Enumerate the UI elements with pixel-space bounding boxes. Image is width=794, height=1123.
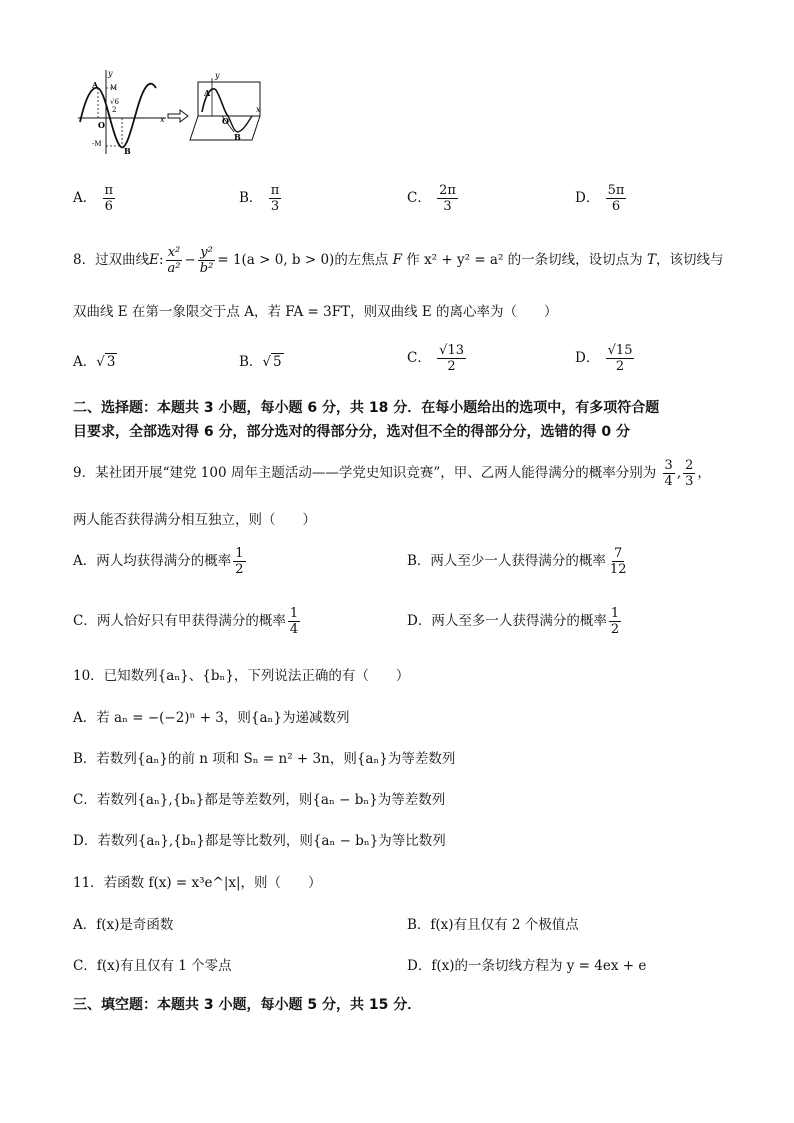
q11-option-a: A．f(x)是奇函数 <box>73 917 174 933</box>
q7-option-c: C． $\frac{2\pi}{3}$ <box>407 183 456 214</box>
left-b-label: B <box>124 146 131 156</box>
right-y-label: y <box>215 71 220 80</box>
q8-option-b: B．√ 5 <box>239 354 282 370</box>
section2-heading-line2: 目要求，全部选对得 6 分，部分选对的得部分分，选对但不全的得部分分，选错的得 0 分 <box>73 424 630 440</box>
q7-d-fraction: $\frac{5\pi}{6}$ <box>607 183 625 214</box>
left-sqrt6-label: √6 <box>110 98 119 106</box>
q11-stem: 11．若函数 f(x) = x³e^|x|，则（ ） <box>73 875 322 891</box>
q9-option-a: A．两人均获得满分的概率 $\frac{1}{2}$ <box>73 546 244 577</box>
q10-option-a: A．若 aₙ = −(−2)ⁿ + 3，则{aₙ}为递减数列 <box>73 710 350 726</box>
left-y-label: y <box>108 69 113 78</box>
left-m-label: M <box>110 84 118 92</box>
q8-c-fraction: $\frac{√13}{2}$ <box>439 343 464 374</box>
q8-frac-x: $\frac{\text{x²}}{\text{a²}}$ <box>167 245 181 276</box>
left-negm-label: -M <box>92 140 102 148</box>
q9-stem-line2: 两人能否获得满分相互独立，则（ ） <box>73 512 316 528</box>
q10-option-d: D．若数列{aₙ},{bₙ}都是等比数列，则{aₙ − bₙ}为等比数列 <box>73 833 446 849</box>
q9-stem-line1: 9．某社团开展“建党 100 周年主题活动——学党史知识竞赛”，甲、乙两人能得满分的概率分别为 $\frac{3}{4}$ , $\frac{2}{3}$ ， <box>73 458 711 489</box>
q7-option-a: A． $\frac{\pi}{6}$ <box>73 183 114 214</box>
q10-stem: 10．已知数列{aₙ}、{bₙ}，下列说法正确的有（ ） <box>73 668 410 684</box>
q7-c-fraction: $\frac{2\pi}{3}$ <box>439 183 456 214</box>
figure <box>72 66 282 158</box>
q8-stem-line1: 8．过双曲线E: $\frac{\text{x²}}{\text{a²}}$ − $\frac{\text{y²}}{\text{b²}}$ = 1(a > 0, b > 0)的左焦点 F 作 x² + y² = a² 的一条切线，设切点为 T，该切线与 <box>73 245 724 276</box>
right-b-label: B <box>234 132 241 142</box>
left-two-label: 2 <box>112 106 117 114</box>
q9-p1-fraction: $\frac{3}{4}$ <box>664 458 673 489</box>
q7-a-fraction: $\frac{\pi}{6}$ <box>104 183 114 214</box>
section2-heading-line1: 二、选择题：本题共 3 小题，每小题 6 分，共 18 分．在每小题给出的选项中，有多项符合题 <box>73 400 660 416</box>
right-a-label: A <box>204 88 211 98</box>
q8-d-fraction: $\frac{√15}{2}$ <box>607 343 633 374</box>
left-a-label: A <box>92 80 99 90</box>
q9-option-d: D．两人至多一人获得满分的概率 $\frac{1}{2}$ <box>407 606 620 637</box>
q11-option-d: D．f(x)的一条切线方程为 y = 4ex + e <box>407 958 647 974</box>
q9-p2-fraction: $\frac{2}{3}$ <box>685 458 694 489</box>
q10-option-c: C．若数列{aₙ},{bₙ}都是等差数列，则{aₙ − bₙ}为等差数列 <box>73 792 446 808</box>
q7-option-b: B． $\frac{\pi}{3}$ <box>239 183 280 214</box>
left-o-label: O <box>98 120 105 130</box>
q8-option-a: A．√ 3 <box>73 354 116 370</box>
q8-option-d: D． $\frac{√15}{2}$ <box>575 343 633 374</box>
q11-option-b: B．f(x)有且仅有 2 个极值点 <box>407 917 579 933</box>
q10-option-b: B．若数列{aₙ}的前 n 项和 Sₙ = n² + 3n，则{aₙ}为等差数列 <box>73 751 456 767</box>
sine-graph-figure <box>72 66 282 158</box>
q8-frac-y: $\frac{\text{y²}}{\text{b²}}$ <box>199 245 214 276</box>
q8-stem-line2: 双曲线 E 在第一象限交于点 A，若 FA = 3FT，则双曲线 E 的离心率为（ ） <box>73 304 558 320</box>
q11-option-c: C．f(x)有且仅有 1 个零点 <box>73 958 232 974</box>
q7-b-fraction: $\frac{\pi}{3}$ <box>270 183 280 214</box>
left-x-label: x <box>160 115 165 124</box>
q8-option-c: C． $\frac{√13}{2}$ <box>407 343 464 374</box>
q9-option-b: B．两人至少一人获得满分的概率 $\frac{7}{12}$ <box>407 546 627 577</box>
right-o-label: O <box>222 116 229 126</box>
section3-heading: 三、填空题：本题共 3 小题，每小题 5 分，共 15 分． <box>73 997 422 1013</box>
right-x-label: x <box>256 105 261 114</box>
q7-option-d: D． $\frac{5\pi}{6}$ <box>575 183 625 214</box>
q9-option-c: C．两人恰好只有甲获得满分的概率 $\frac{1}{4}$ <box>73 606 299 637</box>
